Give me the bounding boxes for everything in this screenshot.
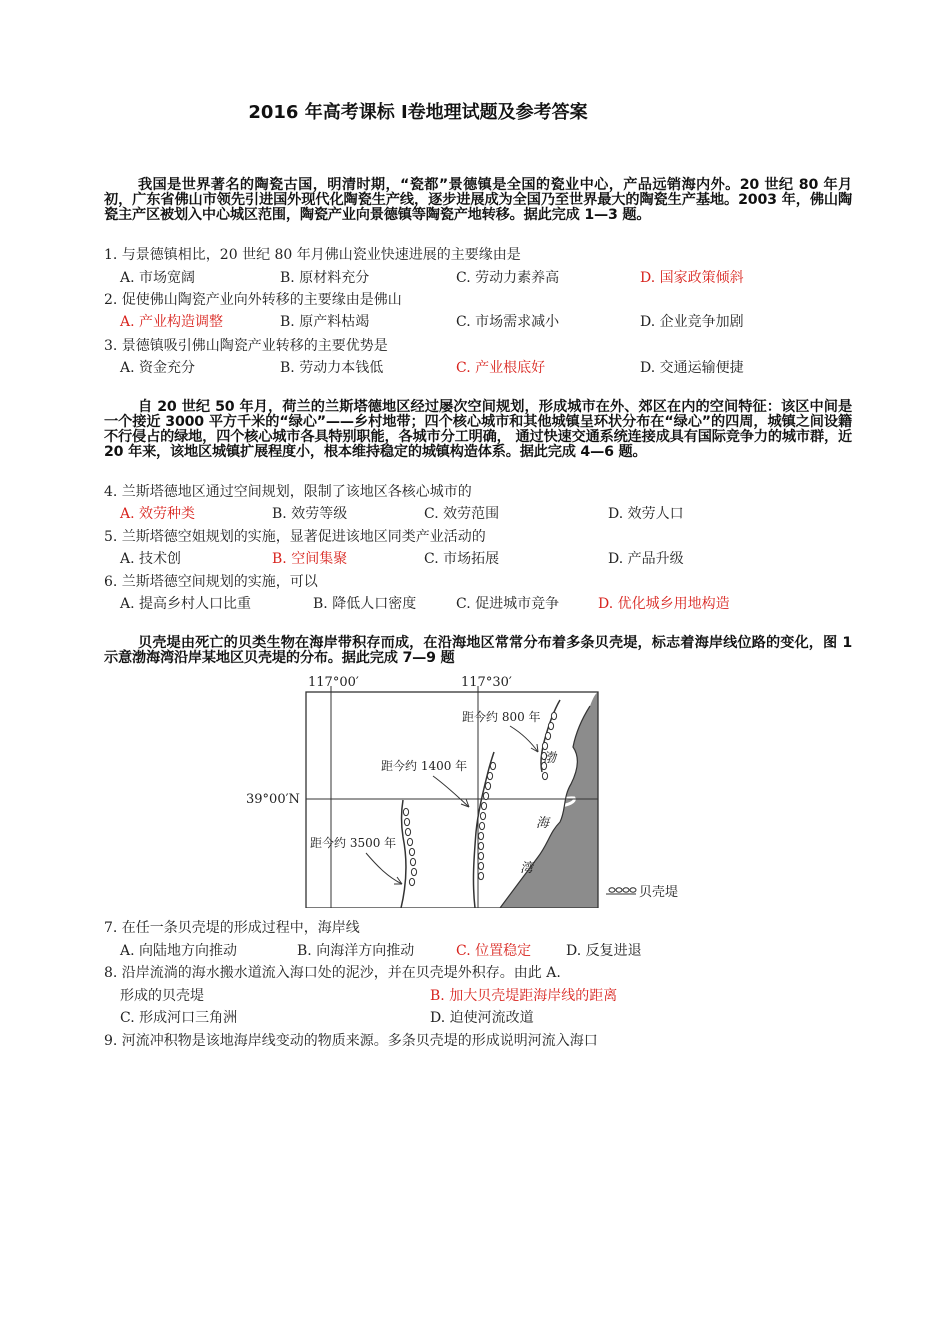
- question-1-stem: 1. 与景德镇相比，20 世纪 80 年月佛山瓷业快速进展的主要缘由是: [104, 247, 521, 263]
- legend-shell-ridge-symbol: [606, 888, 636, 894]
- question-3-option-b: B. 劳动力本钱低: [280, 360, 384, 376]
- longitude-label-117-30: 117°30′: [461, 675, 512, 690]
- passage-3: 贝壳堤由死亡的贝类生物在海岸带积存而成，在沿海地区常常分布着多条贝壳堤，标志着海岸线位路的变化，图 1 示意渤海湾沿岸某地区贝壳堤的分布。据此完成 7—9 题: [104, 635, 852, 666]
- river-channel: [508, 785, 556, 790]
- question-7-stem: 7. 在任一条贝壳堤的形成过程中，海岸线: [104, 920, 360, 936]
- label-1400-years: 距今约 1400 年: [381, 759, 468, 773]
- question-2-option-d: D. 企业竞争加剧: [640, 314, 744, 330]
- longitude-label-117-00: 117°00′: [308, 675, 359, 690]
- question-6-option-a: A. 提高乡村人口比重: [120, 596, 252, 612]
- shell-ridge-3500: [401, 800, 406, 908]
- shell-ridge-map: [238, 672, 708, 908]
- question-6-stem: 6. 兰斯塔德空间规划的实施，可以: [104, 574, 318, 590]
- question-7-option-b: B. 向海洋方向推动: [297, 943, 415, 959]
- question-2-option-a-answer: A. 产业构造调整: [120, 314, 224, 330]
- label-3500-years: 距今约 3500 年: [310, 836, 397, 850]
- question-5-option-a: A. 技术创: [120, 551, 182, 567]
- question-3-option-d: D. 交通运输便捷: [640, 360, 744, 376]
- question-4-option-a-answer: A. 效劳种类: [120, 506, 196, 522]
- question-4-option-d: D. 效劳人口: [608, 506, 684, 522]
- legend-shell-ridge-label: 贝壳堤: [639, 885, 679, 900]
- label-800-years: 距今约 800 年: [462, 710, 541, 724]
- question-5-option-d: D. 产品升级: [608, 551, 684, 567]
- question-6-option-b: B. 降低人口密度: [313, 596, 417, 612]
- question-8-option-d: D. 迫使河流改道: [430, 1010, 534, 1026]
- question-2-option-b: B. 原产料枯竭: [280, 314, 370, 330]
- question-4-stem: 4. 兰斯塔德地区通过空间规划，限制了该地区各核心城市的: [104, 484, 472, 500]
- question-8-stem: 8. 沿岸流淌的海水搬水道流入海口处的泥沙，并在贝壳堤外积存。由此 A.: [104, 965, 561, 981]
- question-1-option-d-answer: D. 国家政策倾斜: [640, 270, 744, 286]
- question-3-option-a: A. 资金充分: [120, 360, 196, 376]
- question-4-option-c: C. 效劳范围: [424, 506, 500, 522]
- question-7-option-c-answer: C. 位置稳定: [456, 943, 532, 959]
- question-3-option-c-answer: C. 产业根底好: [456, 360, 546, 376]
- question-7-option-a: A. 向陆地方向推动: [120, 943, 238, 959]
- sea-label-hai: 海: [536, 816, 550, 831]
- sea-label-bo: 渤: [543, 751, 557, 766]
- shell-ridge-800-shells: [541, 712, 556, 779]
- question-8-option-c: C. 形成河口三角洲: [120, 1010, 238, 1026]
- question-7-option-d: D. 反复进退: [566, 943, 642, 959]
- arrow-800: [510, 726, 538, 752]
- question-9-stem: 9. 河流冲积物是该地海岸线变动的物质来源。多条贝壳堤的形成说明河流入海口: [104, 1033, 598, 1049]
- latitude-label-39-00: 39°00′N: [246, 792, 300, 807]
- passage-1: 我国是世界著名的陶瓷古国，明清时期，“瓷都”景德镇是全国的瓷业中心，产品远销海内外。20 世纪 80 年月初，广东省佛山市领先引进国外现代化陶瓷生产线，逐步进展成为全国乃至世界最大的陶瓷生产基地。2003 年，佛山陶瓷主产区被划入中心城区范围，陶瓷产业向景德镇等陶瓷产地转移。据此完成 1—3 题。: [104, 177, 852, 223]
- question-5-stem: 5. 兰斯塔德空姐规划的实施，显著促进该地区同类产业活动的: [104, 529, 486, 545]
- question-3-stem: 3. 景德镇吸引佛山陶瓷产业转移的主要优势是: [104, 338, 388, 354]
- question-2-option-c: C. 市场需求减小: [456, 314, 560, 330]
- question-6-option-d-answer: D. 优化城乡用地构造: [598, 596, 730, 612]
- question-6-option-c: C. 促进城市竞争: [456, 596, 560, 612]
- question-1-option-b: B. 原材料充分: [280, 270, 370, 286]
- passage-2: 自 20 世纪 50 年月，荷兰的兰斯塔德地区经过屡次空间规划，形成城市在外、郊区在内的空间特征：该区中间是一个接近 3000 平方千米的“绿心”——乡村地带；四个核心城市和其他城镇呈环状分布在“绿心”的四周，城镇之间设籍不行侵占的绿地，四个核心城市各具特别职能，各城市分工明确， 通过快速交通系统连接成具有国际竞争力的城市群，近 20 年来，该地区城镇扩展程度小，根本维持稳定的城镇构造体系。据此完成 4—6 题。: [104, 399, 852, 460]
- question-1-option-a: A. 市场宽阔: [120, 270, 196, 286]
- arrow-1400: [433, 776, 469, 807]
- question-1-option-c: C. 劳动力素养高: [456, 270, 560, 286]
- question-5-option-b-answer: B. 空间集聚: [272, 551, 348, 567]
- question-8-option-b-answer: B. 加大贝壳堤距海岸线的距离: [430, 988, 618, 1004]
- shell-ridge-1400-shells: [478, 762, 495, 879]
- page-title: 2016 年高考课标 Ⅰ卷地理试题及参考答案: [248, 102, 588, 123]
- arrow-3500: [366, 853, 402, 884]
- question-5-option-c: C. 市场拓展: [424, 551, 500, 567]
- sea-label-wan: 湾: [520, 861, 534, 876]
- question-2-stem: 2. 促使佛山陶瓷产业向外转移的主要缘由是佛山: [104, 292, 402, 308]
- question-4-option-b: B. 效劳等级: [272, 506, 348, 522]
- question-8-option-a: 形成的贝壳堤: [120, 988, 204, 1004]
